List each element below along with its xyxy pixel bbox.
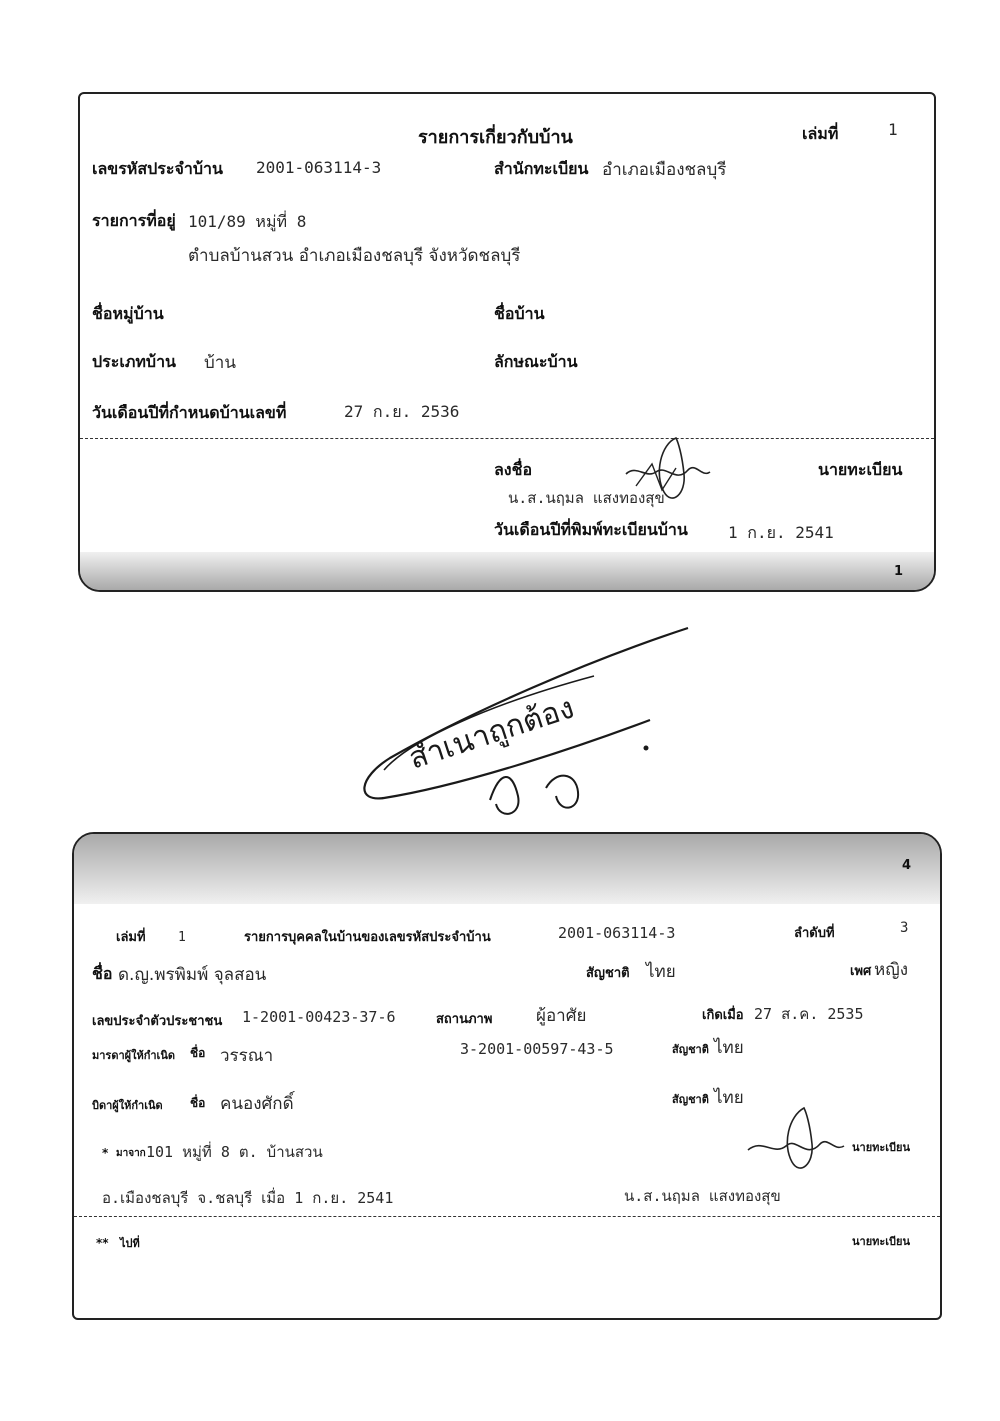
handwritten-certification [350, 620, 700, 840]
address-line1: 101/89 หมู่ที่ 8 [188, 212, 307, 231]
nationality-label: สัญชาติ [586, 966, 630, 981]
book-label: เล่มที่ [802, 124, 839, 143]
mother-name-label: ชื่อ [190, 1046, 206, 1060]
book-number: 1 [178, 930, 186, 945]
book-label: เล่มที่ [116, 930, 146, 945]
father-name: คนองศักดิ์ [220, 1094, 294, 1114]
registrar-label: นายทะเบียน [852, 1141, 911, 1154]
mother-id: 3-2001-00597-43-5 [460, 1040, 614, 1058]
father-nationality-label: สัญชาติ [672, 1093, 709, 1106]
divider [74, 1216, 940, 1217]
handwritten-note: สำเนาถูกต้อง [404, 690, 579, 777]
sex: หญิง [874, 960, 908, 980]
status-label: สถานภาพ [436, 1012, 493, 1027]
print-date-label: วันเดือนปีที่พิมพ์ทะเบียนบ้าน [494, 520, 688, 539]
mother-nationality-label: สัญชาติ [672, 1043, 709, 1056]
print-date: 1 ก.ย. 2541 [728, 523, 834, 542]
house-info-card [78, 92, 936, 592]
divider [80, 438, 934, 439]
registry-office: อำเภอเมืองชลบุรี [602, 160, 727, 180]
assigned-date: 27 ก.ย. 2536 [344, 402, 460, 421]
house-character-label: ลักษณะบ้าน [494, 352, 578, 371]
card-title: รายการบุคคลในบ้านของเลขรหัสประจำบ้าน [244, 930, 491, 945]
registrar-signature [734, 1104, 854, 1184]
house-code-label: เลขรหัสประจำบ้าน [92, 159, 223, 178]
house-name-label: ชื่อบ้าน [494, 304, 545, 323]
order-number: 3 [900, 920, 909, 936]
name-label: ชื่อ [92, 964, 113, 983]
registrar-label-2: นายทะเบียน [852, 1235, 911, 1248]
house-type-label: ประเภทบ้าน [92, 352, 176, 371]
mother-name: วรรณา [220, 1046, 274, 1066]
village-name-label: ชื่อหมู่บ้าน [92, 304, 164, 323]
book-number: 1 [888, 120, 898, 139]
moved-to-marker: ** [96, 1236, 109, 1250]
father-label: บิดาผู้ให้กำเนิด [92, 1099, 163, 1112]
father-name-label: ชื่อ [190, 1096, 206, 1110]
nationality: ไทย [646, 962, 676, 982]
address-line2: ตำบลบ้านสวน อำเภอเมืองชลบุรี จังหวัดชลบุรี [188, 246, 521, 266]
mother-label: มารดาผู้ให้กำเนิด [92, 1049, 175, 1062]
registrar-signature [606, 434, 726, 514]
born-date: 27 ส.ค. 2535 [754, 1005, 864, 1023]
house-code: 2001-063114-3 [256, 158, 382, 177]
card-bottom-band [80, 552, 934, 590]
moved-from-line2: อ.เมืองชลบุรี จ.ชลบุรี เมื่อ 1 ก.ย. 2541 [102, 1189, 394, 1207]
house-code: 2001-063114-3 [558, 924, 676, 942]
registrar-name: น.ส.นฤมล แสงทองสุข [508, 489, 665, 507]
person-info-card [72, 832, 942, 1320]
moved-from-line1: 101 หมู่ที่ 8 ต. บ้านสวน [146, 1143, 323, 1161]
registrar-name: น.ส.นฤมล แสงทองสุข [624, 1187, 781, 1205]
id-label: เลขประจำตัวประชาชน [92, 1014, 223, 1029]
registry-office-label: สำนักทะเบียน [494, 159, 589, 178]
person-name: ด.ญ.พรพิมพ์ จุลสอน [118, 965, 267, 985]
moved-from-label: มาจาก [116, 1148, 146, 1159]
status: ผู้อาศัย [536, 1006, 587, 1026]
born-label: เกิดเมื่อ [702, 1008, 744, 1023]
registrar-label: นายทะเบียน [818, 460, 903, 479]
card-top-band [74, 834, 940, 904]
moved-from-marker: * [102, 1146, 109, 1160]
page-number: 1 [894, 564, 904, 579]
moved-to-label: ไปที่ [120, 1237, 140, 1250]
house-type: บ้าน [204, 353, 236, 373]
father-nationality: ไทย [714, 1088, 744, 1108]
sign-label: ลงชื่อ [494, 460, 533, 479]
address-label: รายการที่อยู่ [92, 211, 176, 230]
sex-label: เพศ [850, 964, 872, 979]
id-number: 1-2001-00423-37-6 [242, 1008, 396, 1026]
card-title: รายการเกี่ยวกับบ้าน [418, 127, 573, 148]
page-number: 4 [902, 858, 912, 873]
assigned-date-label: วันเดือนปีที่กำหนดบ้านเลขที่ [92, 403, 287, 422]
order-label: ลำดับที่ [794, 926, 835, 941]
mother-nationality: ไทย [714, 1038, 744, 1058]
